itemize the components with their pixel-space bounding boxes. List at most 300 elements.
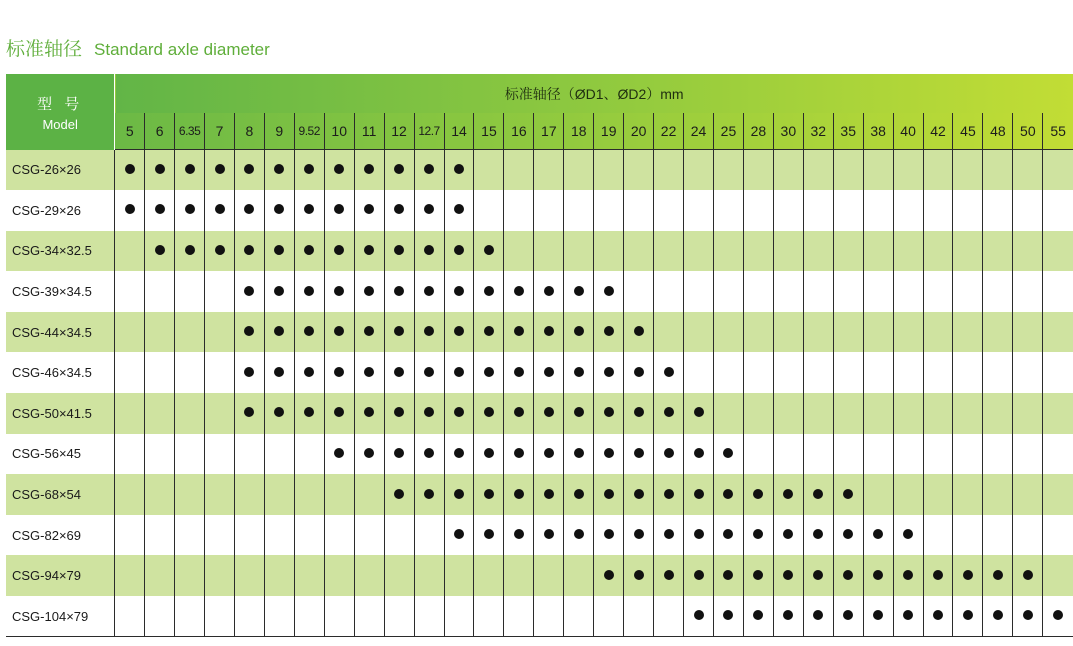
- size-cell: [773, 434, 803, 475]
- size-cell: [773, 312, 803, 353]
- size-cell: [294, 231, 324, 272]
- available-dot-icon: [484, 529, 494, 539]
- available-dot-icon: [753, 570, 763, 580]
- available-dot-icon: [364, 407, 374, 417]
- size-cell: [713, 231, 743, 272]
- size-cell: [444, 231, 474, 272]
- size-cell: [145, 150, 175, 191]
- size-cell: [953, 555, 983, 596]
- size-cell: [624, 555, 654, 596]
- available-dot-icon: [125, 164, 135, 174]
- available-dot-icon: [244, 245, 254, 255]
- available-dot-icon: [634, 489, 644, 499]
- available-dot-icon: [304, 245, 314, 255]
- size-cell: [324, 231, 354, 272]
- available-dot-icon: [244, 164, 254, 174]
- size-cell: [773, 190, 803, 231]
- size-cell: [324, 434, 354, 475]
- available-dot-icon: [394, 489, 404, 499]
- size-cell: [444, 555, 474, 596]
- size-cell: [205, 190, 235, 231]
- available-dot-icon: [244, 326, 254, 336]
- size-cell: [923, 434, 953, 475]
- size-cell: [654, 434, 684, 475]
- size-header-24: 24: [684, 113, 714, 150]
- table-body: [6, 150, 1073, 637]
- size-cell: [444, 474, 474, 515]
- size-cell: [384, 312, 414, 353]
- size-cell: [354, 555, 384, 596]
- size-cell: [264, 474, 294, 515]
- available-dot-icon: [484, 407, 494, 417]
- size-cell: [294, 596, 324, 637]
- size-cell: [534, 150, 564, 191]
- size-cell: [923, 474, 953, 515]
- table-row: [6, 190, 1073, 231]
- size-header-45: 45: [953, 113, 983, 150]
- table-row: [6, 555, 1073, 596]
- size-cell: [145, 596, 175, 637]
- size-cell: [713, 434, 743, 475]
- size-cell: [953, 352, 983, 393]
- available-dot-icon: [364, 448, 374, 458]
- available-dot-icon: [334, 286, 344, 296]
- available-dot-icon: [993, 570, 1003, 580]
- size-cell: [205, 231, 235, 272]
- available-dot-icon: [424, 164, 434, 174]
- available-dot-icon: [574, 489, 584, 499]
- model-cell: CSG-56×45: [6, 434, 115, 475]
- size-cell: [893, 352, 923, 393]
- size-cell: [1013, 555, 1043, 596]
- model-cell: CSG-82×69: [6, 515, 115, 556]
- size-cell: [534, 596, 564, 637]
- size-cell: [504, 515, 534, 556]
- size-cell: [624, 474, 654, 515]
- size-cell: [833, 231, 863, 272]
- size-cell: [743, 393, 773, 434]
- available-dot-icon: [155, 245, 165, 255]
- size-cell: [773, 393, 803, 434]
- size-cell: [205, 352, 235, 393]
- size-cell: [594, 515, 624, 556]
- size-cell: [983, 596, 1013, 637]
- size-cell: [863, 596, 893, 637]
- available-dot-icon: [394, 204, 404, 214]
- size-cell: [324, 474, 354, 515]
- size-cell: [504, 271, 534, 312]
- available-dot-icon: [304, 367, 314, 377]
- size-header-22: 22: [654, 113, 684, 150]
- size-cell: [354, 231, 384, 272]
- size-cell: [115, 150, 145, 191]
- available-dot-icon: [694, 489, 704, 499]
- size-cell: [115, 312, 145, 353]
- size-cell: [324, 515, 354, 556]
- size-cell: [833, 150, 863, 191]
- model-cell: CSG-26×26: [6, 150, 115, 191]
- size-cell: [205, 150, 235, 191]
- size-cell: [384, 190, 414, 231]
- table-row: [6, 352, 1073, 393]
- size-cell: [264, 231, 294, 272]
- size-cell: [474, 231, 504, 272]
- size-cell: [654, 515, 684, 556]
- size-header-6-35: 6.35: [175, 113, 205, 150]
- size-cell: [773, 596, 803, 637]
- available-dot-icon: [394, 245, 404, 255]
- size-cell: [414, 352, 444, 393]
- size-cell: [654, 352, 684, 393]
- size-cell: [743, 515, 773, 556]
- size-cell: [953, 474, 983, 515]
- size-cell: [953, 231, 983, 272]
- size-cell: [803, 596, 833, 637]
- available-dot-icon: [813, 489, 823, 499]
- size-cell: [444, 150, 474, 191]
- size-cell: [294, 393, 324, 434]
- size-cell: [175, 434, 205, 475]
- size-cell: [205, 434, 235, 475]
- size-cell: [115, 190, 145, 231]
- available-dot-icon: [215, 245, 225, 255]
- size-cell: [354, 150, 384, 191]
- size-cell: [384, 596, 414, 637]
- available-dot-icon: [664, 407, 674, 417]
- table-row: [6, 474, 1073, 515]
- size-cell: [923, 271, 953, 312]
- size-cell: [414, 555, 444, 596]
- size-cell: [534, 231, 564, 272]
- size-cell: [1043, 555, 1073, 596]
- available-dot-icon: [394, 286, 404, 296]
- size-cell: [684, 515, 714, 556]
- size-header-12: 12: [384, 113, 414, 150]
- size-cell: [833, 352, 863, 393]
- size-cell: [474, 596, 504, 637]
- size-cell: [1013, 393, 1043, 434]
- size-cell: [803, 555, 833, 596]
- size-cell: [564, 596, 594, 637]
- size-cell: [175, 515, 205, 556]
- available-dot-icon: [484, 367, 494, 377]
- size-cell: [624, 434, 654, 475]
- size-cell: [773, 271, 803, 312]
- size-header-5: 5: [115, 113, 145, 150]
- size-cell: [324, 596, 354, 637]
- size-cell: [624, 393, 654, 434]
- available-dot-icon: [574, 367, 584, 377]
- size-cell: [953, 434, 983, 475]
- size-cell: [654, 555, 684, 596]
- size-cell: [564, 515, 594, 556]
- available-dot-icon: [244, 204, 254, 214]
- size-cell: [594, 596, 624, 637]
- size-cell: [893, 231, 923, 272]
- size-cell: [384, 555, 414, 596]
- size-cell: [564, 474, 594, 515]
- size-cell: [863, 312, 893, 353]
- size-cell: [923, 190, 953, 231]
- size-cell: [534, 515, 564, 556]
- size-cell: [264, 596, 294, 637]
- available-dot-icon: [424, 367, 434, 377]
- size-cell: [713, 515, 743, 556]
- table-row: [6, 312, 1073, 353]
- size-cell: [803, 474, 833, 515]
- available-dot-icon: [544, 326, 554, 336]
- size-cell: [534, 271, 564, 312]
- available-dot-icon: [783, 570, 793, 580]
- size-cell: [803, 434, 833, 475]
- size-cell: [953, 393, 983, 434]
- size-cell: [474, 150, 504, 191]
- size-cell: [354, 434, 384, 475]
- available-dot-icon: [723, 489, 733, 499]
- size-cell: [893, 150, 923, 191]
- size-cell: [1013, 515, 1043, 556]
- size-cell: [354, 271, 384, 312]
- size-cell: [654, 271, 684, 312]
- size-cell: [294, 271, 324, 312]
- size-cell: [1043, 150, 1073, 191]
- size-cell: [1043, 312, 1073, 353]
- size-header-11: 11: [354, 113, 384, 150]
- size-cell: [384, 352, 414, 393]
- available-dot-icon: [454, 407, 464, 417]
- size-cell: [115, 515, 145, 556]
- size-cell: [175, 190, 205, 231]
- size-cell: [264, 352, 294, 393]
- available-dot-icon: [634, 326, 644, 336]
- size-cell: [594, 474, 624, 515]
- available-dot-icon: [274, 204, 284, 214]
- size-cell: [264, 555, 294, 596]
- available-dot-icon: [634, 407, 644, 417]
- size-cell: [893, 515, 923, 556]
- size-cell: [264, 150, 294, 191]
- size-cell: [863, 231, 893, 272]
- size-cell: [564, 312, 594, 353]
- available-dot-icon: [843, 489, 853, 499]
- available-dot-icon: [244, 367, 254, 377]
- size-cell: [833, 555, 863, 596]
- available-dot-icon: [873, 570, 883, 580]
- size-cell: [324, 150, 354, 191]
- size-cell: [923, 393, 953, 434]
- size-cell: [1013, 271, 1043, 312]
- size-cell: [354, 352, 384, 393]
- size-cell: [205, 393, 235, 434]
- size-cell: [234, 474, 264, 515]
- available-dot-icon: [903, 570, 913, 580]
- size-cell: [115, 393, 145, 434]
- size-cell: [145, 352, 175, 393]
- size-cell: [324, 271, 354, 312]
- size-cell: [1013, 434, 1043, 475]
- size-header-7: 7: [205, 113, 235, 150]
- size-cell: [414, 271, 444, 312]
- size-header-8: 8: [234, 113, 264, 150]
- size-cell: [713, 596, 743, 637]
- size-cell: [294, 434, 324, 475]
- size-cell: [863, 352, 893, 393]
- size-header-17: 17: [534, 113, 564, 150]
- size-cell: [863, 190, 893, 231]
- model-cell: CSG-34×32.5: [6, 231, 115, 272]
- available-dot-icon: [1053, 610, 1063, 620]
- size-cell: [953, 596, 983, 637]
- size-cell: [713, 474, 743, 515]
- size-cell: [145, 312, 175, 353]
- size-cell: [354, 190, 384, 231]
- available-dot-icon: [424, 204, 434, 214]
- available-dot-icon: [454, 489, 464, 499]
- size-cell: [863, 555, 893, 596]
- model-cell: CSG-29×26: [6, 190, 115, 231]
- size-cell: [234, 312, 264, 353]
- size-cell: [654, 150, 684, 191]
- size-cell: [624, 312, 654, 353]
- size-cell: [624, 150, 654, 191]
- size-cell: [654, 231, 684, 272]
- size-cell: [863, 434, 893, 475]
- size-cell: [923, 312, 953, 353]
- available-dot-icon: [634, 570, 644, 580]
- size-cell: [863, 150, 893, 191]
- size-cell: [893, 190, 923, 231]
- size-cell: [833, 271, 863, 312]
- available-dot-icon: [304, 164, 314, 174]
- size-cell: [713, 352, 743, 393]
- available-dot-icon: [634, 529, 644, 539]
- size-cell: [115, 555, 145, 596]
- available-dot-icon: [723, 610, 733, 620]
- size-header-10: 10: [324, 113, 354, 150]
- size-cell: [264, 393, 294, 434]
- available-dot-icon: [334, 448, 344, 458]
- size-cell: [624, 231, 654, 272]
- available-dot-icon: [454, 245, 464, 255]
- table-row: [6, 231, 1073, 272]
- model-cell: CSG-44×34.5: [6, 312, 115, 353]
- size-cell: [534, 434, 564, 475]
- size-cell: [294, 555, 324, 596]
- size-cell: [773, 150, 803, 191]
- size-cell: [803, 190, 833, 231]
- available-dot-icon: [723, 570, 733, 580]
- size-cell: [414, 312, 444, 353]
- size-cell: [624, 515, 654, 556]
- available-dot-icon: [574, 529, 584, 539]
- size-cell: [803, 312, 833, 353]
- size-cell: [564, 352, 594, 393]
- size-cell: [684, 312, 714, 353]
- available-dot-icon: [963, 570, 973, 580]
- model-cell: CSG-94×79: [6, 555, 115, 596]
- size-cell: [743, 596, 773, 637]
- available-dot-icon: [334, 326, 344, 336]
- available-dot-icon: [304, 204, 314, 214]
- model-cell: CSG-68×54: [6, 474, 115, 515]
- available-dot-icon: [424, 489, 434, 499]
- size-cell: [414, 231, 444, 272]
- size-cell: [624, 352, 654, 393]
- size-cell: [713, 555, 743, 596]
- size-cell: [115, 352, 145, 393]
- size-cell: [654, 190, 684, 231]
- size-cell: [803, 393, 833, 434]
- size-cell: [863, 271, 893, 312]
- size-cell: [145, 231, 175, 272]
- size-cell: [953, 150, 983, 191]
- size-cell: [205, 474, 235, 515]
- size-cell: [833, 474, 863, 515]
- available-dot-icon: [843, 570, 853, 580]
- available-dot-icon: [274, 164, 284, 174]
- size-cell: [743, 312, 773, 353]
- size-cell: [384, 150, 414, 191]
- size-cell: [234, 150, 264, 191]
- size-cell: [624, 596, 654, 637]
- size-cell: [175, 150, 205, 191]
- size-cell: [833, 596, 863, 637]
- size-cell: [474, 515, 504, 556]
- size-header-28: 28: [743, 113, 773, 150]
- size-cell: [474, 555, 504, 596]
- size-header-20: 20: [624, 113, 654, 150]
- available-dot-icon: [634, 448, 644, 458]
- size-cell: [384, 231, 414, 272]
- available-dot-icon: [394, 367, 404, 377]
- size-cell: [504, 393, 534, 434]
- available-dot-icon: [783, 489, 793, 499]
- available-dot-icon: [694, 570, 704, 580]
- size-cell: [264, 515, 294, 556]
- model-header-cn: 型 号: [37, 96, 84, 114]
- size-cell: [684, 352, 714, 393]
- table-row: [6, 434, 1073, 475]
- size-cell: [175, 596, 205, 637]
- available-dot-icon: [454, 326, 464, 336]
- size-cell: [564, 271, 594, 312]
- size-cell: [294, 190, 324, 231]
- size-cell: [384, 271, 414, 312]
- available-dot-icon: [1023, 610, 1033, 620]
- size-header-32: 32: [803, 113, 833, 150]
- table-row: [6, 393, 1073, 434]
- size-cell: [833, 393, 863, 434]
- size-cell: [145, 434, 175, 475]
- available-dot-icon: [604, 407, 614, 417]
- available-dot-icon: [454, 164, 464, 174]
- available-dot-icon: [484, 489, 494, 499]
- size-cell: [893, 434, 923, 475]
- size-cell: [923, 596, 953, 637]
- size-cell: [444, 190, 474, 231]
- size-cell: [384, 393, 414, 434]
- size-cell: [624, 271, 654, 312]
- size-cell: [175, 271, 205, 312]
- available-dot-icon: [514, 286, 524, 296]
- available-dot-icon: [424, 407, 434, 417]
- size-cell: [654, 474, 684, 515]
- available-dot-icon: [364, 326, 374, 336]
- available-dot-icon: [394, 407, 404, 417]
- size-cell: [504, 150, 534, 191]
- available-dot-icon: [484, 245, 494, 255]
- available-dot-icon: [544, 407, 554, 417]
